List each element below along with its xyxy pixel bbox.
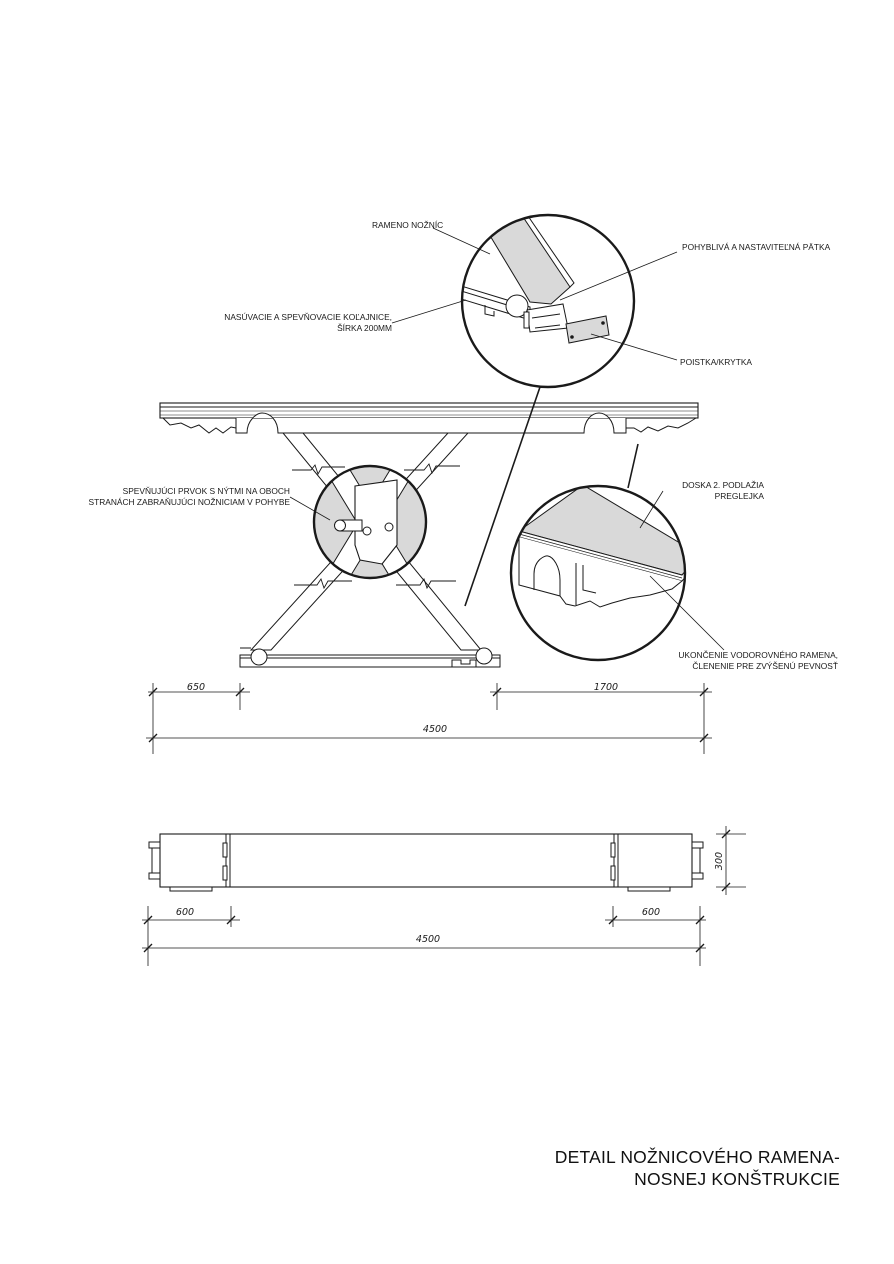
detail-circle-plywood (511, 444, 700, 660)
dim-elevation-right: 1700 (593, 682, 619, 693)
drawing-title-line2: NOSNEJ KONŠTRUKCIE (634, 1169, 840, 1189)
label-poistka: POISTKA/KRYTKA (680, 357, 752, 367)
label-rameno-noznic: RAMENO NOŽNÍC (372, 220, 444, 230)
plan-view (149, 834, 703, 891)
label-ukoncenie-line1: UKONČENIE VODOROVNÉHO RAMENA, (678, 650, 838, 660)
label-doska-line1: DOSKA 2. PODLAŽIA (682, 480, 764, 490)
label-spevnujuci-line2: STRANÁCH ZABRAŇUJÚCI NOŽNICIAM V POHYBE (88, 497, 290, 507)
label-spevnujuci-line1: SPEVŇUJÚCI PRVOK S NÝTMI NA OBOCH (122, 486, 290, 496)
dim-plan-total: 4500 (415, 934, 441, 945)
dim-plan-right: 600 (641, 907, 661, 918)
label-kolajnice-line1: NASÚVACIE A SPEVŇOVACIE KOĽAJNICE, (224, 312, 392, 322)
dim-elevation-total: 4500 (422, 724, 448, 735)
label-ukoncenie-line2: ČLENENIE PRE ZVÝŠENÚ PEVNOSŤ (692, 661, 838, 671)
drawing-title-line1: DETAIL NOŽNICOVÉHO RAMENA- (554, 1147, 840, 1167)
elevation-dimensions (146, 683, 712, 754)
dim-elevation-left: 650 (186, 682, 206, 693)
dim-plan-height: 300 (714, 851, 725, 871)
drawing-title (555, 1146, 840, 1190)
label-doska-line2: PREGLEJKA (714, 491, 764, 501)
label-kolajnice-line2: ŠÍRKA 200MM (337, 323, 392, 333)
dimension-values (176, 682, 725, 945)
dim-plan-left: 600 (175, 907, 195, 918)
label-pohybliva-patka: POHYBLIVÁ A NASTAVITEĽNÁ PÄTKA (682, 242, 831, 252)
